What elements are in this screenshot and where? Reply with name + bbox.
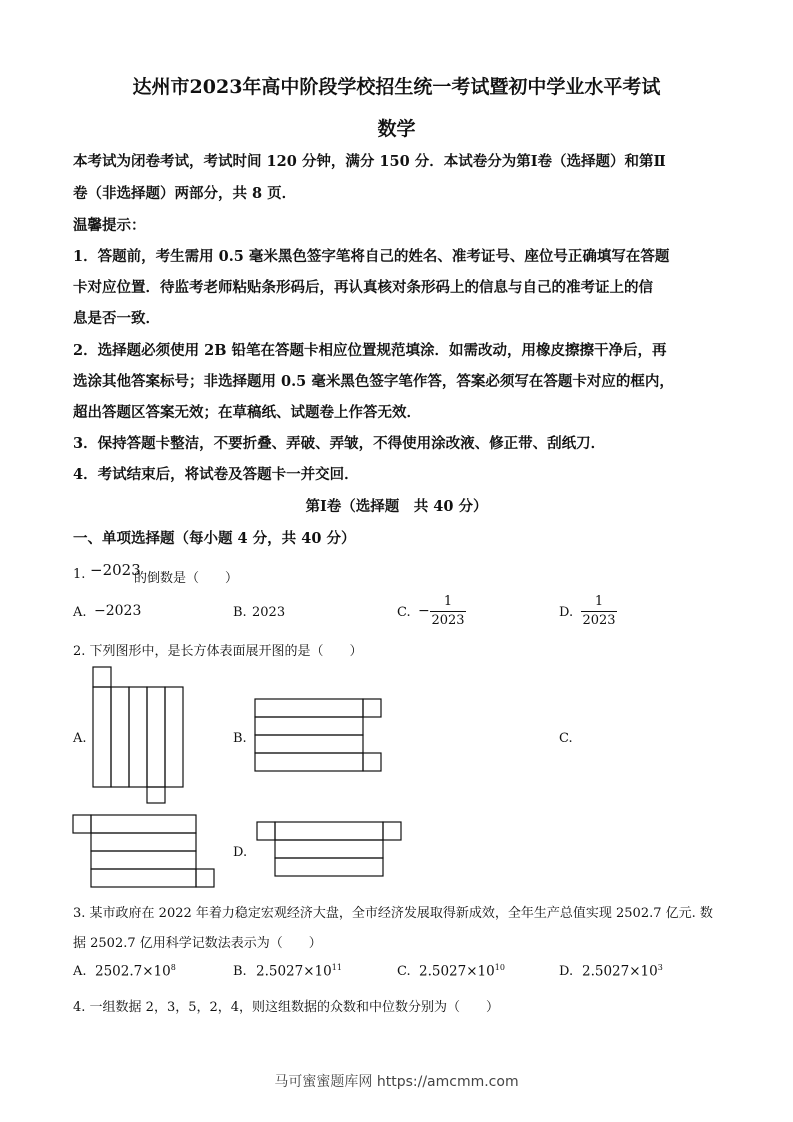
q1-option-d-fraction [581, 594, 617, 629]
q3-option-d-label: D. [559, 964, 574, 979]
q1-option-c-sign: − [418, 603, 430, 619]
net-face [363, 699, 381, 717]
q3-option-a-base: 2502.7×10 [95, 963, 171, 980]
q2-option-c-label: C. [559, 731, 573, 746]
q3-stem-line-2: 据 2502.7 亿用科学记数法表示为（ ） [73, 936, 322, 951]
net-face [93, 687, 111, 787]
tip-1-line-3: 息是否一致． [73, 310, 160, 327]
q1-option-c-fraction [430, 594, 466, 629]
q2-stem: 2. 下列图形中，是长方体表面展开图的是（ ） [73, 644, 363, 659]
subject-title: 数学 [377, 118, 416, 140]
q3-option-b-exponent: 11 [331, 963, 342, 972]
footer-watermark: 马可蜜蜜题库网 https://amcmm.com [274, 1074, 519, 1090]
net-face [91, 869, 196, 887]
tips-heading: 温馨提示： [73, 217, 146, 234]
q3-option-d-base: 2.5027×10 [582, 963, 658, 980]
q3-option-c-value [419, 963, 505, 980]
q3-option-c-exponent: 10 [494, 963, 505, 972]
intro-line-2: 卷（非选择题）两部分，共 8 页． [73, 185, 297, 202]
tip-3: 3．保持答题卡整洁，不要折叠、弄破、弄皱，不得使用涂改液、修正带、刮纸刀． [73, 435, 606, 452]
net-face [255, 753, 363, 771]
q3-option-b-label: B. [233, 964, 247, 979]
q2-option-d-label: D. [233, 845, 248, 860]
q4-stem: 4. 一组数据 2，3，5，2，4，则这组数据的众数和中位数分别为（ ） [73, 1000, 500, 1015]
intro-line-1: 本考试为闭卷考试，考试时间 120 分钟，满分 150 分．本试卷分为第Ⅰ卷（选择题）和第Ⅱ [73, 153, 666, 170]
q3-option-b-base: 2.5027×10 [256, 963, 332, 980]
net-face [383, 822, 401, 840]
tip-2-line-1: 2．选择题必须使用 2B 铅笔在答题卡相应位置规范填涂．如需改动，用橡皮擦擦干净后，再 [73, 342, 667, 359]
q1-option-c-denominator: 2023 [431, 613, 465, 628]
q3-option-a-value [95, 963, 176, 980]
net-face [275, 858, 383, 876]
net-face [91, 815, 196, 833]
q1-option-a-label: A. [73, 605, 87, 620]
tip-1-line-1: 1．答题前，考生需用 0.5 毫米黑色签字笔将自己的姓名、准考证号、座位号正确填写在答题 [73, 248, 670, 265]
part-title: 第Ⅰ卷（选择题 共 40 分） [305, 498, 488, 515]
q1-option-c-numerator: 1 [443, 594, 453, 609]
net-face [129, 687, 147, 787]
net-face [275, 822, 383, 840]
q2-option-a-net-figure [90, 664, 186, 806]
q1-option-c-label: C. [397, 605, 411, 620]
q1-number: 1. [73, 567, 86, 582]
q2-option-b-net-figure [252, 696, 386, 776]
q1-option-b-label: B. [233, 605, 247, 620]
q2-option-a-label: A. [73, 731, 87, 746]
q1-option-d-numerator: 1 [594, 594, 604, 609]
q1-option-d-denominator: 2023 [582, 613, 616, 628]
q1-option-b-value: 2023 [252, 605, 286, 620]
q3-option-a-exponent: 8 [170, 963, 176, 972]
q2-option-b-label: B. [233, 731, 247, 746]
q3-option-b-value [256, 963, 342, 980]
net-face [147, 687, 165, 787]
net-face [73, 815, 91, 833]
section-heading: 一、单项选择题（每小题 4 分，共 40 分） [73, 530, 356, 547]
net-face [165, 687, 183, 787]
net-face [91, 851, 196, 869]
q2-option-d-net-figure [254, 819, 404, 881]
q2-option-c-net-figure [70, 812, 218, 890]
q3-option-d-value [582, 963, 663, 980]
q1-stem: 的倒数是（ ） [134, 571, 239, 586]
exam-title: 达州市2023年高中阶段学校招生统一考试暨初中学业水平考试 [132, 76, 661, 98]
q1-option-a-value: −2023 [94, 603, 142, 619]
q3-option-c-base: 2.5027×10 [419, 963, 495, 980]
net-face [255, 717, 363, 735]
net-face [363, 753, 381, 771]
tip-1-line-2: 卡对应位置．待监考老师粘贴条形码后，再认真核对条形码上的信息与自己的准考证上的信 [73, 279, 653, 296]
net-face [93, 667, 111, 687]
net-face [196, 869, 214, 887]
net-face [111, 687, 129, 787]
tip-2-line-3: 超出答题区答案无效；在草稿纸、试题卷上作答无效． [73, 404, 421, 421]
q3-option-c-label: C. [397, 964, 411, 979]
net-face [255, 699, 363, 717]
tip-2-line-2: 选涂其他答案标号；非选择题用 0.5 毫米黑色签字笔作答，答案必须写在答题卡对应的框内， [73, 373, 674, 390]
q3-option-a-label: A. [73, 964, 87, 979]
tip-4: 4．考试结束后，将试卷及答题卡一并交回． [73, 466, 359, 483]
net-face [147, 787, 165, 803]
net-face [257, 822, 275, 840]
q1-expression: −2023 [90, 561, 141, 579]
fraction-bar [430, 611, 466, 612]
q3-stem-line-1: 3. 某市政府在 2022 年着力稳定宏观经济大盘，全市经济发展取得新成效，全年生产总值实现 2502.7 亿元. 数 [73, 906, 713, 921]
net-face [275, 840, 383, 858]
fraction-bar [581, 611, 617, 612]
net-face [91, 833, 196, 851]
q3-option-d-exponent: 3 [657, 963, 663, 972]
net-face [255, 735, 363, 753]
q1-option-d-label: D. [559, 605, 574, 620]
